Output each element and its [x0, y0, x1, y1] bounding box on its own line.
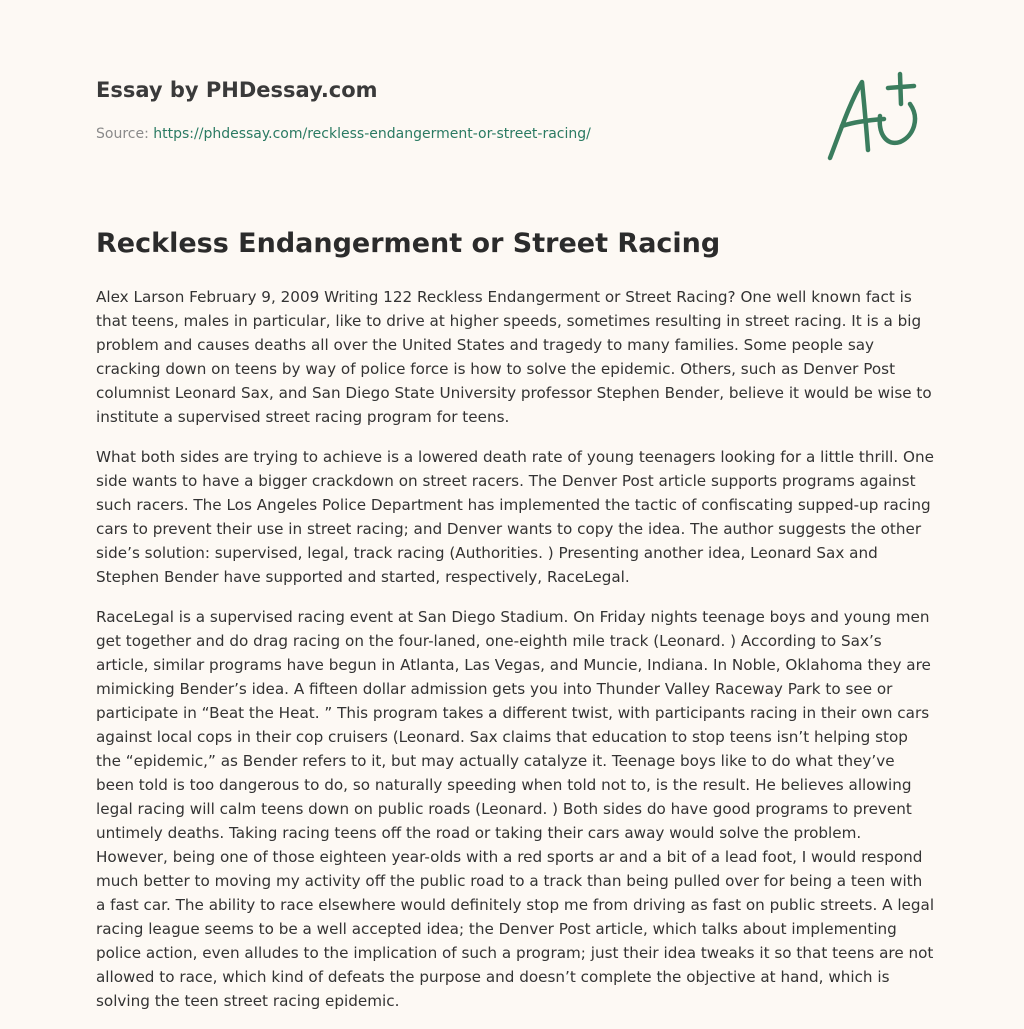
essay-body — [96, 285, 936, 1029]
essay-paragraph: RaceLegal is a supervised racing event at San Diego Stadium. On Friday nights teenage boys and young men get together and do drag racing on the four-laned, one-eighth mile track (Leonard. ) According to Sax’s article, similar programs have begun in Atlanta, Las Vegas, and Muncie, Indiana. In Noble, Oklahoma they are mimicking Bender’s idea. A fifteen dollar admission gets you into Thunder Valley Raceway Park to see or participate in “Beat the Heat. ” This program takes a different twist, with participants racing in their own cars against local cops in their cop cruisers (Leonard. Sax claims that education to stop teens isn’t helping stop the “epidemic,” as Bender refers to it, but may actually catalyze it. Teenage boys like to do what they’ve been told is too dangerous to do, so naturally speeding when told not to, is the result. He believes allowing legal racing will calm teens down on public roads (Leonard. ) Both sides do have good programs to prevent untimely deaths. Taking racing teens off the road or taking their cars away would solve the problem. However, being one of those eighteen year-olds with a red sports ar and a bit of a lead foot, I would respond much better to moving my activity off the public road to a track than being pulled over for being a teen with a fast car. The ability to race elsewhere would definitely stop me from driving as fast on public streets. A legal racing league seems to be a well accepted idea; the Denver Post article, which talks about implementing police action, even alludes to the implication of such a program; just their idea tweaks it so that teens are not allowed to race, which kind of defeats the purpose and doesn’t complete the objective at hand, which is solving the teen street racing epidemic. — [96, 608, 935, 1010]
page-header — [96, 76, 796, 144]
site-title: Essay by PHDessay.com — [96, 78, 378, 102]
source-line — [96, 124, 796, 144]
essay-title: Reckless Endangerment or Street Racing — [96, 228, 721, 259]
source-link[interactable]: https://phdessay.com/reckless-endangerment-or-street-racing/ — [153, 126, 591, 142]
essay-paragraph: What both sides are trying to achieve is a lowered death rate of young teenagers looking for a little thrill. One side wants to have a bigger crackdown on street racers. The Denver Post article supports programs against such racers. The Los Angeles Police Department has implemented the tactic of confiscating supped-up racing cars to prevent their use in street racing; and Denver wants to copy the idea. The author suggests the other side’s solution: supervised, legal, track racing (Authorities. ) Presenting another idea, Leonard Sax and Stephen Bender have supported and started, respectively, RaceLegal. — [96, 448, 934, 586]
a-plus-grade-icon — [818, 66, 928, 166]
essay-paragraph: Alex Larson February 9, 2009 Writing 122 Reckless Endangerment or Street Racing? One well known fact is that teens, males in particular, like to drive at higher speeds, sometimes resulting in street racing. It is a big problem and causes deaths all over the United States and tragedy to many families. Some people say cracking down on teens by way of police force is how to solve the epidemic. Others, such as Denver Post columnist Leonard Sax, and San Diego State University professor Stephen Bender, believe it would be wise to institute a supervised street racing program for teens. — [96, 288, 932, 426]
source-label: Source: — [96, 126, 154, 142]
